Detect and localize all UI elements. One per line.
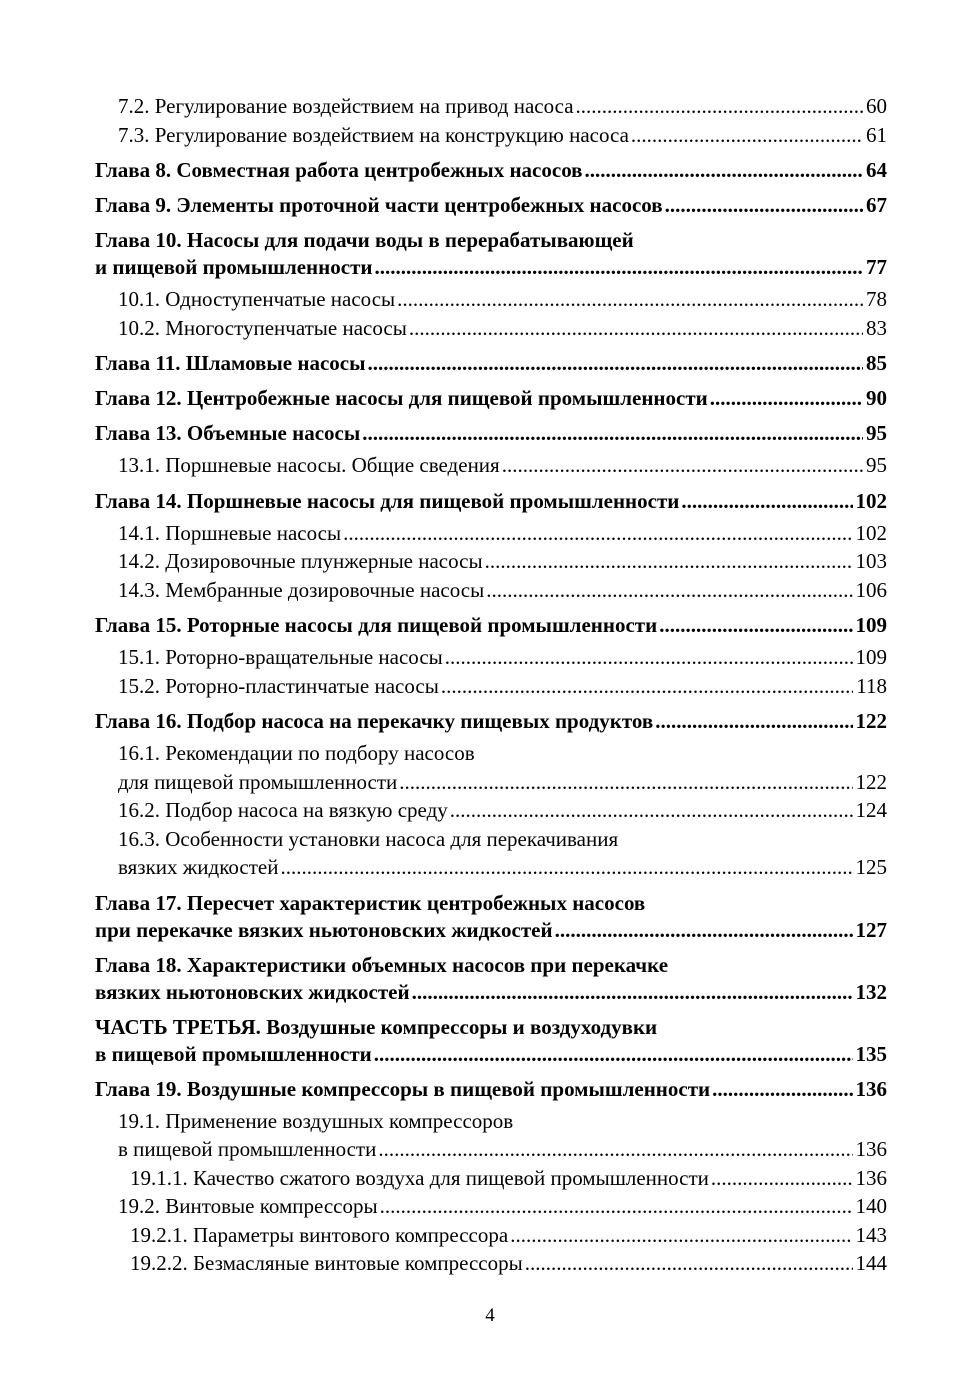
toc-entry-section[interactable] — [95, 519, 887, 548]
toc-entry-chapter[interactable] — [95, 350, 887, 377]
toc-entry-subsection[interactable] — [95, 1164, 887, 1193]
dot-leader — [555, 917, 853, 944]
toc-entry-page: 60 — [866, 94, 887, 118]
toc-entry-title: 15.2. Роторно-пластинчатые насосы — [118, 673, 439, 698]
toc-entry-page: 109 — [855, 613, 887, 637]
toc-entry-title-line: ЧАСТЬ ТРЕТЬЯ. Воздушные компрессоры и воздуходувки — [95, 1014, 658, 1039]
dot-leader — [375, 254, 864, 281]
dot-leader — [576, 92, 863, 121]
dot-leader — [412, 979, 853, 1006]
toc-entry-page: 102 — [855, 488, 887, 513]
dot-leader — [374, 1041, 853, 1068]
toc-entry-page: 122 — [855, 769, 887, 794]
toc-entry-title-line: Глава 10. Насосы для подачи воды в перерабатывающей — [95, 228, 634, 252]
dot-leader — [712, 1076, 852, 1103]
toc-entry-chapter[interactable] — [95, 1014, 887, 1068]
toc-entry-chapter[interactable] — [95, 157, 887, 184]
dot-leader — [343, 519, 852, 548]
toc-entry-page: 109 — [855, 645, 887, 669]
dot-leader — [368, 350, 864, 377]
toc-entry-section[interactable] — [95, 672, 887, 701]
toc-entry-title: Глава 14. Поршневые насосы для пищевой промышленности — [95, 488, 680, 513]
toc-entry-chapter[interactable] — [95, 420, 887, 447]
toc-entry-title: Глава 15. Роторные насосы для пищевой промышленности — [95, 613, 658, 637]
toc-entry-section[interactable] — [95, 314, 887, 343]
toc-entry-title: Глава 13. Объемные насосы — [95, 421, 361, 445]
toc-entry-title-line: Глава 18. Характеристики объемных насосов при перекачке — [95, 952, 669, 977]
toc-entry-chapter[interactable] — [95, 488, 887, 515]
dot-leader — [409, 314, 863, 343]
toc-entry-section[interactable] — [95, 825, 887, 882]
toc-entry-page: 125 — [855, 855, 887, 879]
table-of-contents — [95, 92, 887, 1278]
toc-entry-title-line: 16.3. Особенности установки насоса для перекачивания — [118, 826, 619, 851]
toc-entry-title: 10.2. Многоступенчатые насосы — [118, 315, 407, 340]
toc-entry-section[interactable] — [95, 796, 887, 825]
toc-entry-chapter[interactable] — [95, 227, 887, 281]
toc-entry-chapter[interactable] — [95, 952, 887, 1006]
toc-entry-title: в пищевой промышленности — [95, 1041, 372, 1066]
dot-leader — [486, 576, 852, 605]
toc-entry-page: 61 — [866, 122, 887, 147]
dot-leader — [378, 1135, 852, 1164]
toc-entry-title: при перекачке вязких ньютоновских жидкостей — [95, 917, 553, 942]
toc-entry-page: 77 — [866, 255, 887, 279]
dot-leader — [631, 121, 863, 150]
toc-entry-title: 10.1. Одноступенчатые насосы — [118, 287, 396, 311]
toc-entry-chapter[interactable] — [95, 192, 887, 219]
toc-entry-page: 118 — [856, 673, 887, 698]
dot-leader — [510, 1221, 852, 1250]
toc-entry-title: в пищевой промышленности — [118, 1137, 377, 1161]
toc-entry-page: 127 — [855, 917, 887, 942]
toc-entry-title: 14.1. Поршневые насосы — [118, 520, 342, 545]
dot-leader — [525, 1249, 853, 1278]
toc-entry-title: 14.3. Мембранные дозировочные насосы — [118, 577, 485, 602]
page-number: 4 — [485, 1305, 495, 1326]
toc-entry-page: 103 — [855, 549, 887, 573]
toc-entry-page: 124 — [855, 798, 887, 822]
toc-entry-title: 7.3. Регулирование воздействием на конструкцию насоса — [118, 122, 629, 147]
toc-entry-section[interactable] — [95, 576, 887, 605]
toc-entry-page: 83 — [866, 315, 887, 340]
dot-leader — [445, 643, 853, 672]
dot-leader — [502, 451, 863, 480]
toc-entry-section[interactable] — [95, 643, 887, 672]
toc-entry-section[interactable] — [95, 1192, 887, 1221]
toc-entry-page: 95 — [866, 453, 887, 477]
toc-entry-subsection[interactable] — [95, 1249, 887, 1278]
toc-entry-title-line: 19.1. Применение воздушных компрессоров — [118, 1108, 514, 1133]
toc-entry-section[interactable] — [95, 92, 887, 121]
toc-entry-title: 19.2.2. Безмасляные винтовые компрессоры — [130, 1251, 523, 1275]
dot-leader — [655, 708, 852, 735]
toc-entry-page: 144 — [855, 1251, 887, 1275]
toc-entry-chapter[interactable] — [95, 1076, 887, 1103]
toc-entry-title-line: 16.1. Рекомендации по подбору насосов — [118, 741, 475, 765]
toc-entry-title-line: Глава 17. Пересчет характеристик центробежных насосов — [95, 890, 646, 915]
toc-entry-title: Глава 12. Центробежные насосы для пищевой промышленности — [95, 386, 708, 410]
toc-entry-page: 136 — [855, 1137, 887, 1161]
toc-entry-page: 64 — [866, 158, 887, 182]
toc-entry-page: 143 — [855, 1222, 887, 1247]
dot-leader — [665, 192, 863, 219]
toc-entry-page: 122 — [855, 709, 887, 733]
toc-entry-chapter[interactable] — [95, 612, 887, 639]
dot-leader — [280, 853, 852, 882]
toc-entry-page: 136 — [855, 1165, 887, 1190]
toc-entry-section[interactable] — [95, 1107, 887, 1164]
toc-entry-page: 90 — [866, 386, 887, 410]
toc-entry-page: 78 — [866, 287, 887, 311]
dot-leader — [399, 768, 852, 797]
toc-entry-title: Глава 8. Совместная работа центробежных насосов — [95, 158, 583, 182]
toc-entry-chapter[interactable] — [95, 385, 887, 412]
toc-entry-title: 19.2.1. Параметры винтового компрессора — [130, 1222, 509, 1247]
dot-leader — [585, 157, 863, 184]
toc-entry-page: 140 — [855, 1194, 887, 1218]
dot-leader — [362, 420, 863, 447]
toc-entry-page: 95 — [866, 421, 887, 445]
toc-entry-title: Глава 16. Подбор насоса на перекачку пищевых продуктов — [95, 709, 654, 733]
dot-leader — [659, 612, 852, 639]
dot-leader — [441, 672, 853, 701]
toc-entry-title: Глава 9. Элементы проточной части центробежных насосов — [95, 193, 663, 217]
toc-entry-page: 132 — [855, 979, 887, 1004]
toc-entry-page: 135 — [855, 1041, 887, 1066]
toc-entry-page: 85 — [866, 351, 887, 375]
toc-entry-subsection[interactable] — [95, 1221, 887, 1250]
dot-leader — [380, 1192, 853, 1221]
toc-entry-title: 15.1. Роторно-вращательные насосы — [118, 645, 443, 669]
toc-entry-section[interactable] — [95, 547, 887, 576]
toc-entry-page: 106 — [855, 577, 887, 602]
toc-entry-title: Глава 19. Воздушные компрессоры в пищевой промышленности — [95, 1076, 711, 1101]
toc-entry-section[interactable] — [95, 451, 887, 480]
toc-entry-title: 14.2. Дозировочные плунжерные насосы — [118, 549, 483, 573]
dot-leader — [681, 488, 852, 515]
toc-entry-page: 136 — [855, 1076, 887, 1101]
toc-entry-title: вязких ньютоновских жидкостей — [95, 979, 410, 1004]
toc-entry-page: 102 — [855, 520, 887, 545]
dot-leader — [450, 796, 853, 825]
toc-entry-section[interactable] — [95, 739, 887, 796]
dot-leader — [485, 547, 853, 576]
dot-leader — [397, 285, 863, 314]
toc-entry-title: 16.2. Подбор насоса на вязкую среду — [118, 798, 448, 822]
toc-entry-title: 19.1.1. Качество сжатого воздуха для пищевой промышленности — [130, 1165, 709, 1190]
toc-entry-chapter[interactable] — [95, 890, 887, 944]
toc-entry-title: 7.2. Регулирование воздействием на привод насоса — [118, 94, 574, 118]
toc-entry-title: вязких жидкостей — [118, 855, 279, 879]
toc-entry-title: Глава 11. Шламовые насосы — [95, 351, 366, 375]
toc-entry-title: 19.2. Винтовые компрессоры — [118, 1194, 378, 1218]
toc-entry-chapter[interactable] — [95, 708, 887, 735]
dot-leader — [710, 385, 863, 412]
toc-entry-title: и пищевой промышленности — [95, 255, 373, 279]
toc-entry-section[interactable] — [95, 285, 887, 314]
dot-leader — [711, 1164, 853, 1193]
toc-entry-section[interactable] — [95, 121, 887, 150]
toc-entry-title: 13.1. Поршневые насосы. Общие сведения — [118, 453, 500, 477]
toc-entry-page: 67 — [866, 193, 887, 217]
toc-entry-title: для пищевой промышленности — [118, 769, 398, 794]
